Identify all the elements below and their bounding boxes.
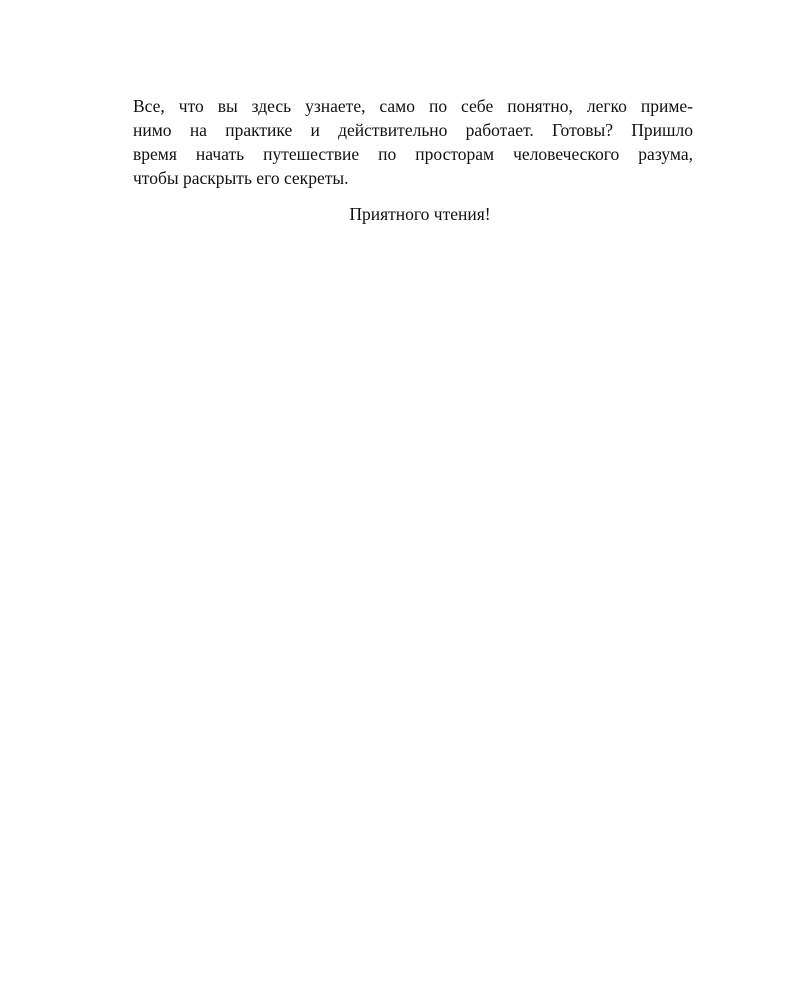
body-paragraph xyxy=(133,94,693,190)
closing-line: Приятного чтения! xyxy=(349,204,491,224)
paragraph-line: время начать путешествие по просторам человеческого разума, xyxy=(133,144,693,164)
paragraph-line: нимо на практике и действительно работает. Готовы? Пришло xyxy=(133,120,693,140)
paragraph-line: Все, что вы здесь узнаете, само по себе понятно, легко приме- xyxy=(133,96,693,116)
paragraph-line: чтобы раскрыть его секреты. xyxy=(133,168,349,188)
